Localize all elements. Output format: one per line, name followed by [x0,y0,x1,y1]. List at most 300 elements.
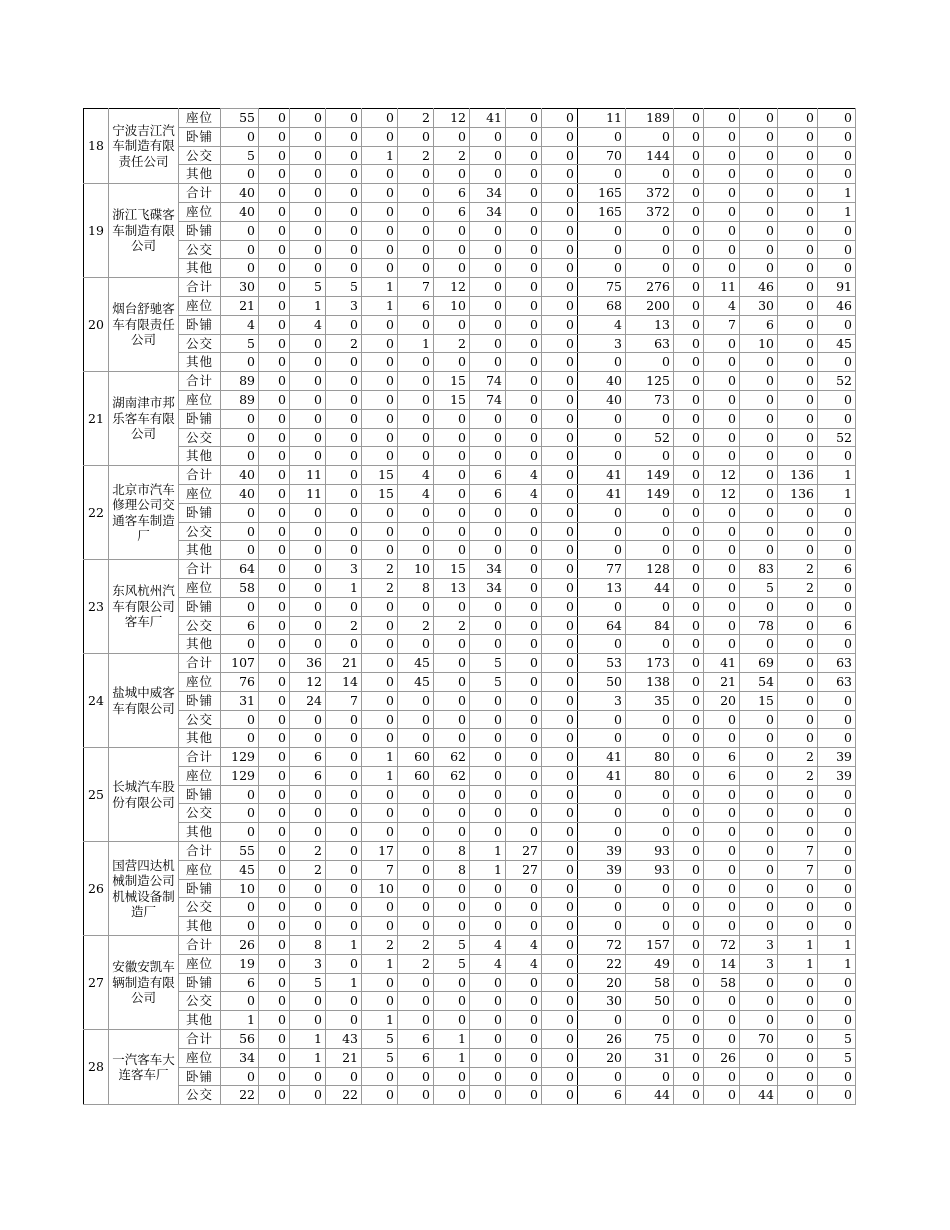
value-cell: 8 [434,860,470,879]
value-cell: 0 [542,184,578,203]
table-row [84,578,856,597]
value-cell: 128 [626,560,674,579]
value-cell: 0 [506,522,542,541]
value-cell: 0 [259,127,290,146]
value-cell: 0 [221,165,259,184]
table-row [84,315,856,334]
value-cell: 0 [578,879,626,898]
value-cell: 0 [506,710,542,729]
data-table [83,108,856,1105]
value-cell: 0 [398,240,434,259]
value-cell: 0 [362,597,398,616]
value-cell: 70 [740,1030,778,1049]
value-cell: 41 [470,109,506,128]
value-cell: 0 [221,785,259,804]
value-cell: 0 [578,917,626,936]
value-cell: 0 [542,1011,578,1030]
value-cell: 0 [259,748,290,767]
value-cell: 20 [578,973,626,992]
value-cell: 0 [626,898,674,917]
value-cell: 0 [778,879,818,898]
value-cell: 0 [674,127,704,146]
value-cell: 0 [740,541,778,560]
value-cell: 6 [704,766,740,785]
vehicle-type: 卧铺 [179,973,221,992]
value-cell: 0 [221,221,259,240]
value-cell: 0 [818,1011,856,1030]
value-cell: 0 [578,221,626,240]
value-cell: 2 [434,616,470,635]
value-cell: 4 [221,315,259,334]
company-number: 21 [84,372,109,466]
value-cell: 0 [704,184,740,203]
company-name: 宁波吉江汽车制造有限责任公司 [109,109,179,184]
value-cell: 129 [221,748,259,767]
value-cell: 0 [542,484,578,503]
value-cell: 0 [578,541,626,560]
value-cell: 0 [578,165,626,184]
value-cell: 0 [290,992,326,1011]
value-cell: 0 [578,1011,626,1030]
table-row [84,842,856,861]
value-cell: 0 [778,616,818,635]
table-row [84,748,856,767]
value-cell: 136 [778,466,818,485]
value-cell: 3 [578,691,626,710]
value-cell: 0 [778,353,818,372]
value-cell: 0 [326,409,362,428]
value-cell: 0 [434,466,470,485]
value-cell: 200 [626,296,674,315]
value-cell: 3 [740,954,778,973]
value-cell: 0 [704,597,740,616]
value-cell: 2 [398,616,434,635]
table-row [84,409,856,428]
value-cell: 0 [704,1030,740,1049]
value-cell: 0 [259,936,290,955]
value-cell: 0 [626,240,674,259]
table-row [84,879,856,898]
value-cell: 0 [259,503,290,522]
vehicle-type: 合计 [179,278,221,297]
value-cell: 0 [578,409,626,428]
value-cell: 0 [398,503,434,522]
value-cell: 40 [578,372,626,391]
table-row [84,672,856,691]
value-cell: 0 [326,390,362,409]
value-cell: 0 [542,522,578,541]
value-cell: 4 [398,484,434,503]
value-cell: 0 [674,278,704,297]
value-cell: 1 [470,842,506,861]
value-cell: 0 [362,428,398,447]
value-cell: 0 [740,917,778,936]
value-cell: 54 [740,672,778,691]
value-cell: 6 [578,1086,626,1105]
value-cell: 0 [259,240,290,259]
value-cell: 0 [221,917,259,936]
value-cell: 0 [778,804,818,823]
value-cell: 0 [506,1030,542,1049]
value-cell: 10 [434,296,470,315]
value-cell: 1 [290,296,326,315]
value-cell: 0 [578,785,626,804]
value-cell: 0 [259,766,290,785]
value-cell: 5 [434,954,470,973]
table-row [84,296,856,315]
value-cell: 0 [818,221,856,240]
value-cell: 0 [362,202,398,221]
value-cell: 7 [326,691,362,710]
value-cell: 0 [259,616,290,635]
value-cell: 0 [470,691,506,710]
value-cell: 157 [626,936,674,955]
value-cell: 0 [778,691,818,710]
value-cell: 0 [740,447,778,466]
value-cell: 44 [740,1086,778,1105]
value-cell: 0 [740,973,778,992]
value-cell: 0 [221,804,259,823]
value-cell: 0 [674,860,704,879]
value-cell: 0 [506,729,542,748]
value-cell: 0 [740,353,778,372]
value-cell: 0 [674,729,704,748]
value-cell: 0 [674,447,704,466]
vehicle-type: 座位 [179,954,221,973]
value-cell: 4 [506,466,542,485]
value-cell: 55 [221,109,259,128]
value-cell: 0 [818,635,856,654]
value-cell: 0 [362,541,398,560]
value-cell: 0 [740,823,778,842]
value-cell: 0 [290,635,326,654]
value-cell: 0 [674,409,704,428]
value-cell: 60 [398,766,434,785]
value-cell: 0 [674,315,704,334]
vehicle-type: 公交 [179,710,221,729]
value-cell: 62 [434,766,470,785]
value-cell: 0 [778,109,818,128]
value-cell: 0 [818,785,856,804]
value-cell: 22 [578,954,626,973]
value-cell: 0 [398,372,434,391]
value-cell: 0 [398,390,434,409]
value-cell: 0 [259,973,290,992]
value-cell: 0 [398,804,434,823]
value-cell: 0 [704,560,740,579]
value-cell: 0 [506,146,542,165]
value-cell: 0 [362,785,398,804]
value-cell: 0 [259,578,290,597]
value-cell: 40 [221,484,259,503]
value-cell: 13 [434,578,470,597]
value-cell: 0 [626,710,674,729]
value-cell: 0 [290,165,326,184]
value-cell: 0 [398,165,434,184]
vehicle-type: 合计 [179,748,221,767]
value-cell: 2 [326,616,362,635]
value-cell: 0 [818,917,856,936]
value-cell: 0 [740,409,778,428]
value-cell: 0 [470,1011,506,1030]
value-cell: 0 [434,315,470,334]
value-cell: 0 [778,315,818,334]
value-cell: 136 [778,484,818,503]
value-cell: 5 [326,278,362,297]
value-cell: 0 [626,127,674,146]
value-cell: 0 [434,221,470,240]
value-cell: 0 [506,315,542,334]
value-cell: 0 [674,184,704,203]
value-cell: 0 [704,202,740,221]
value-cell: 0 [470,616,506,635]
value-cell: 0 [434,710,470,729]
value-cell: 63 [818,654,856,673]
value-cell: 0 [470,259,506,278]
value-cell: 0 [778,334,818,353]
value-cell: 41 [578,766,626,785]
value-cell: 0 [818,109,856,128]
value-cell: 0 [221,240,259,259]
value-cell: 0 [818,578,856,597]
value-cell: 0 [778,541,818,560]
value-cell: 0 [704,842,740,861]
value-cell: 0 [704,1067,740,1086]
value-cell: 0 [290,428,326,447]
value-cell: 1 [470,860,506,879]
value-cell: 0 [542,409,578,428]
value-cell: 0 [626,879,674,898]
company-name: 国营四达机械制造公司机械设备制造厂 [109,842,179,936]
value-cell: 0 [221,1067,259,1086]
value-cell: 0 [434,785,470,804]
value-cell: 0 [818,804,856,823]
value-cell: 0 [221,541,259,560]
value-cell: 0 [818,823,856,842]
value-cell: 2 [326,334,362,353]
value-cell: 0 [506,748,542,767]
value-cell: 34 [221,1048,259,1067]
value-cell: 0 [290,785,326,804]
value-cell: 30 [578,992,626,1011]
value-cell: 6 [398,1048,434,1067]
value-cell: 0 [778,372,818,391]
value-cell: 0 [674,1011,704,1030]
value-cell: 0 [778,597,818,616]
value-cell: 0 [470,127,506,146]
value-cell: 0 [542,691,578,710]
value-cell: 0 [221,710,259,729]
value-cell: 0 [434,635,470,654]
value-cell: 45 [818,334,856,353]
table-row [84,484,856,503]
value-cell: 138 [626,672,674,691]
value-cell: 0 [506,560,542,579]
value-cell: 0 [506,428,542,447]
value-cell: 6 [740,315,778,334]
value-cell: 0 [506,127,542,146]
value-cell: 0 [506,1048,542,1067]
value-cell: 0 [818,691,856,710]
value-cell: 0 [704,522,740,541]
value-cell: 0 [470,1086,506,1105]
value-cell: 0 [542,654,578,673]
value-cell: 34 [470,184,506,203]
company-number: 27 [84,936,109,1030]
value-cell: 0 [740,992,778,1011]
value-cell: 0 [398,1086,434,1105]
value-cell: 1 [362,1011,398,1030]
vehicle-type: 其他 [179,917,221,936]
value-cell: 0 [434,409,470,428]
value-cell: 0 [818,842,856,861]
vehicle-type: 卧铺 [179,879,221,898]
value-cell: 0 [740,390,778,409]
value-cell: 58 [221,578,259,597]
value-cell: 0 [470,146,506,165]
value-cell: 0 [290,372,326,391]
table-row [84,710,856,729]
value-cell: 0 [674,616,704,635]
value-cell: 0 [542,842,578,861]
table-row [84,184,856,203]
value-cell: 4 [506,484,542,503]
value-cell: 0 [326,804,362,823]
value-cell: 0 [326,917,362,936]
value-cell: 0 [674,334,704,353]
vehicle-type: 公交 [179,522,221,541]
value-cell: 0 [290,109,326,128]
value-cell: 0 [434,1086,470,1105]
value-cell: 41 [704,654,740,673]
value-cell: 0 [470,635,506,654]
company-number: 24 [84,654,109,748]
value-cell: 0 [542,466,578,485]
value-cell: 0 [290,221,326,240]
value-cell: 0 [740,109,778,128]
value-cell: 149 [626,466,674,485]
value-cell: 0 [704,578,740,597]
value-cell: 0 [362,973,398,992]
value-cell: 0 [362,221,398,240]
company-name: 一汽客车大连客车厂 [109,1030,179,1105]
table-row [84,992,856,1011]
value-cell: 1 [362,278,398,297]
value-cell: 0 [818,503,856,522]
vehicle-type: 卧铺 [179,409,221,428]
value-cell: 2 [362,578,398,597]
value-cell: 0 [626,221,674,240]
value-cell: 0 [778,823,818,842]
value-cell: 12 [434,278,470,297]
value-cell: 0 [506,597,542,616]
value-cell: 0 [221,409,259,428]
vehicle-type: 卧铺 [179,221,221,240]
value-cell: 0 [542,578,578,597]
value-cell: 0 [506,503,542,522]
value-cell: 0 [259,710,290,729]
value-cell: 35 [626,691,674,710]
table-row [84,428,856,447]
value-cell: 0 [674,1030,704,1049]
value-cell: 0 [542,879,578,898]
value-cell: 0 [362,240,398,259]
value-cell: 0 [470,296,506,315]
value-cell: 0 [470,1048,506,1067]
value-cell: 72 [578,936,626,955]
value-cell: 0 [506,541,542,560]
value-cell: 0 [362,372,398,391]
value-cell: 0 [542,823,578,842]
company-name: 湖南津市邦乐客车有限公司 [109,372,179,466]
value-cell: 0 [290,127,326,146]
value-cell: 0 [778,240,818,259]
value-cell: 0 [326,146,362,165]
value-cell: 0 [326,202,362,221]
value-cell: 0 [542,560,578,579]
table-row [84,202,856,221]
value-cell: 0 [740,710,778,729]
value-cell: 0 [704,146,740,165]
value-cell: 0 [470,1030,506,1049]
value-cell: 0 [398,259,434,278]
value-cell: 84 [626,616,674,635]
value-cell: 0 [704,804,740,823]
value-cell: 0 [740,729,778,748]
vehicle-type: 公交 [179,616,221,635]
value-cell: 0 [542,992,578,1011]
value-cell: 0 [818,860,856,879]
value-cell: 0 [506,654,542,673]
value-cell: 0 [740,1067,778,1086]
value-cell: 0 [674,898,704,917]
value-cell: 5 [362,1030,398,1049]
value-cell: 0 [398,447,434,466]
value-cell: 22 [221,1086,259,1105]
value-cell: 0 [674,823,704,842]
value-cell: 0 [398,710,434,729]
value-cell: 1 [434,1030,470,1049]
value-cell: 0 [542,766,578,785]
value-cell: 0 [506,616,542,635]
value-cell: 0 [290,202,326,221]
value-cell: 0 [506,353,542,372]
value-cell: 0 [674,842,704,861]
value-cell: 0 [778,654,818,673]
value-cell: 0 [506,823,542,842]
value-cell: 0 [290,710,326,729]
value-cell: 0 [434,654,470,673]
value-cell: 0 [362,992,398,1011]
value-cell: 0 [674,578,704,597]
value-cell: 0 [434,447,470,466]
value-cell: 0 [740,428,778,447]
value-cell: 0 [326,823,362,842]
value-cell: 0 [362,353,398,372]
value-cell: 0 [398,409,434,428]
value-cell: 0 [542,447,578,466]
value-cell: 0 [778,447,818,466]
value-cell: 0 [542,278,578,297]
value-cell: 0 [704,541,740,560]
value-cell: 0 [221,635,259,654]
vehicle-type: 座位 [179,202,221,221]
value-cell: 50 [578,672,626,691]
value-cell: 0 [578,1067,626,1086]
value-cell: 0 [778,278,818,297]
value-cell: 39 [818,748,856,767]
value-cell: 0 [818,992,856,1011]
